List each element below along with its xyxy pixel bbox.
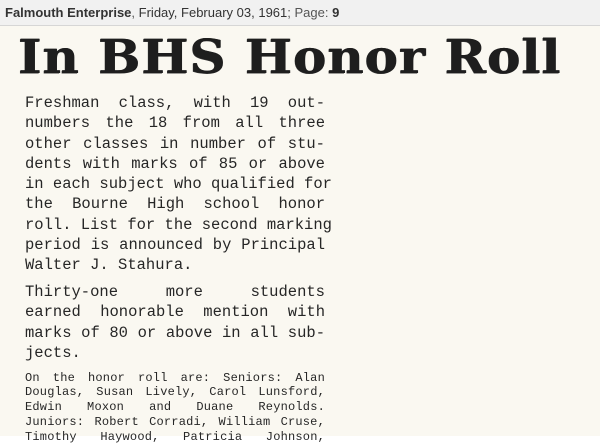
text-line: Thirty-one more students [25, 282, 325, 301]
text-line: Edwin Moxon and Duane Reynolds. [25, 400, 325, 415]
text-line: Timothy Haywood, Patricia Johnson, [25, 429, 325, 444]
page-header-bar [0, 0, 600, 26]
text-line: On the honor roll are: Seniors: Alan [25, 370, 325, 385]
page-label: ; Page: [287, 5, 329, 20]
text-line: roll. List for the second marking [25, 215, 332, 234]
text-line: marks of 80 or above in all sub- [25, 323, 325, 342]
publication-date: Friday, February 03, 1961 [138, 5, 288, 20]
text-line: period is announced by Principal [25, 236, 325, 255]
text-line: jects. [25, 344, 81, 363]
article-paragraph-1 [25, 93, 332, 276]
text-line: other classes in number of stu- [25, 134, 325, 153]
page-number: 9 [332, 5, 340, 20]
text-line: Douglas, Susan Lively, Carol Lunsford, [25, 385, 325, 400]
text-line: earned honorable mention with [25, 303, 325, 322]
text-line: Juniors: Robert Corradi, William Cruse, [25, 415, 325, 430]
text-line: in each subject who qualified for [25, 175, 332, 194]
article-paragraph-3 [25, 371, 325, 445]
publication-name: Falmouth Enterprise [5, 5, 132, 20]
text-line: Freshman class, with 19 out- [25, 94, 325, 112]
newspaper-clipping [0, 26, 600, 444]
header-separator: , [131, 5, 139, 20]
article-paragraph-2 [25, 282, 325, 364]
article-headline: In BHS Honor Roll [18, 30, 562, 85]
text-line: numbers the 18 from all three [25, 114, 325, 133]
text-line: Walter J. Stahura. [25, 256, 193, 275]
text-line: the Bourne High school honor [25, 195, 325, 214]
text-line: dents with marks of 85 or above [25, 154, 325, 173]
article-column [25, 93, 332, 445]
page-header-title [5, 5, 339, 20]
